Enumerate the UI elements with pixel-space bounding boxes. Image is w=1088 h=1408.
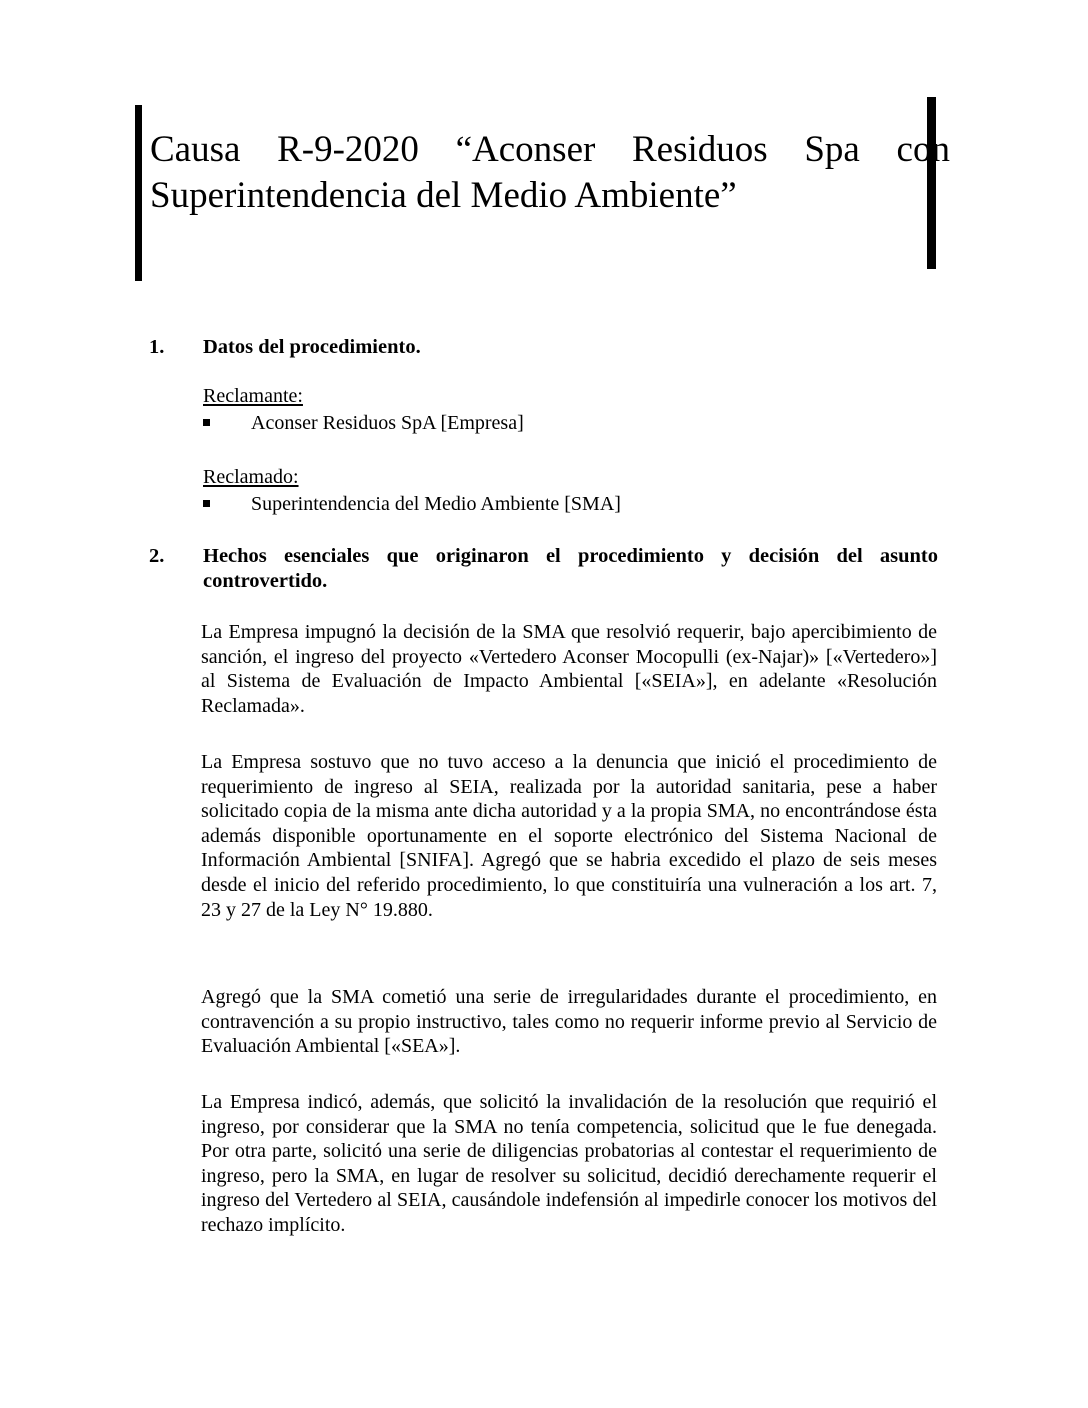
list-item-text: Aconser Residuos SpA [Empresa]: [251, 412, 524, 434]
reclamado-label: Reclamado:: [203, 466, 299, 488]
square-bullet-icon: [203, 500, 210, 507]
reclamante-label: Reclamante:: [203, 385, 303, 407]
title-word: “Aconser: [455, 129, 596, 170]
title-line-1: [150, 127, 950, 173]
section-number: 2.: [149, 545, 165, 567]
paragraph: La Empresa sostuvo que no tuvo acceso a la denuncia que inició el procedimiento de requerimiento de ingreso al SEIA, realizada por la autoridad sanitaria, pese a haber solicitado copia de la misma ante dicha autoridad y a la propia SMA, no encontrándose ésta además disponible oportunamente en el soporte electrónico del Sistema Nacional de Información Ambiental [SNIFA]. Agregó que se habria excedido el plazo de seis meses desde el inicio del referido procedimiento, lo que constituiría una vulneración a los art. 7, 23 y 27 de la Ley N° 19.880.: [201, 751, 937, 921]
heading-line-1: Hechos esenciales que originaron el procedimiento y decisión del asunto: [203, 545, 938, 567]
title-word: Spa: [804, 129, 860, 170]
section-heading-1: [149, 335, 939, 360]
section-number: 1.: [149, 336, 165, 358]
title-word: con: [896, 129, 950, 170]
paragraph: La Empresa impugnó la decisión de la SMA que resolvió requerir, bajo apercibimiento de sanción, el ingreso del proyecto «Vertedero Aconser Mocopulli (ex-Najar)» [«Vertedero»] al Sistema de Evaluación de Impacto Ambiental [«SEIA»], en adelante «Resolución Reclamada».: [201, 621, 937, 717]
section-heading-text: [203, 544, 938, 594]
title-word: Residuos: [632, 129, 768, 170]
title-left-border: [135, 105, 142, 281]
title-line-2: Superintendencia del Medio Ambiente”: [150, 175, 737, 216]
paragraph: Agregó que la SMA cometió una serie de irregularidades durante el procedimiento, en contravención a su propio instructivo, tales como no requerir informe previo al Servicio de Evaluación Ambiental [«SEA»].: [201, 986, 937, 1058]
title-word: R-9-2020: [277, 129, 419, 170]
list-item-text: Superintendencia del Medio Ambiente [SMA]: [251, 493, 621, 515]
document-title: [150, 127, 950, 219]
title-word: Causa: [150, 129, 241, 170]
section-heading-2: [149, 544, 939, 594]
paragraph: La Empresa indicó, además, que solicitó la invalidación de la resolución que requirió el ingreso, por considerar que la SMA no tenía competencia, solicitud que le fue denegada. Por otra parte, solicitó una serie de diligencias probatorias al contestar el requerimiento de ingreso, pero la SMA, en lugar de resolver su solicitud, decidió derechamente requerir el ingreso del Vertedero al SEIA, causándole indefensión al impedirle conocer los motivos del rechazo implícito.: [201, 1091, 937, 1236]
heading-line-2: controvertido.: [203, 570, 328, 592]
section-heading-text: Datos del procedimiento.: [203, 336, 421, 358]
square-bullet-icon: [203, 419, 210, 426]
